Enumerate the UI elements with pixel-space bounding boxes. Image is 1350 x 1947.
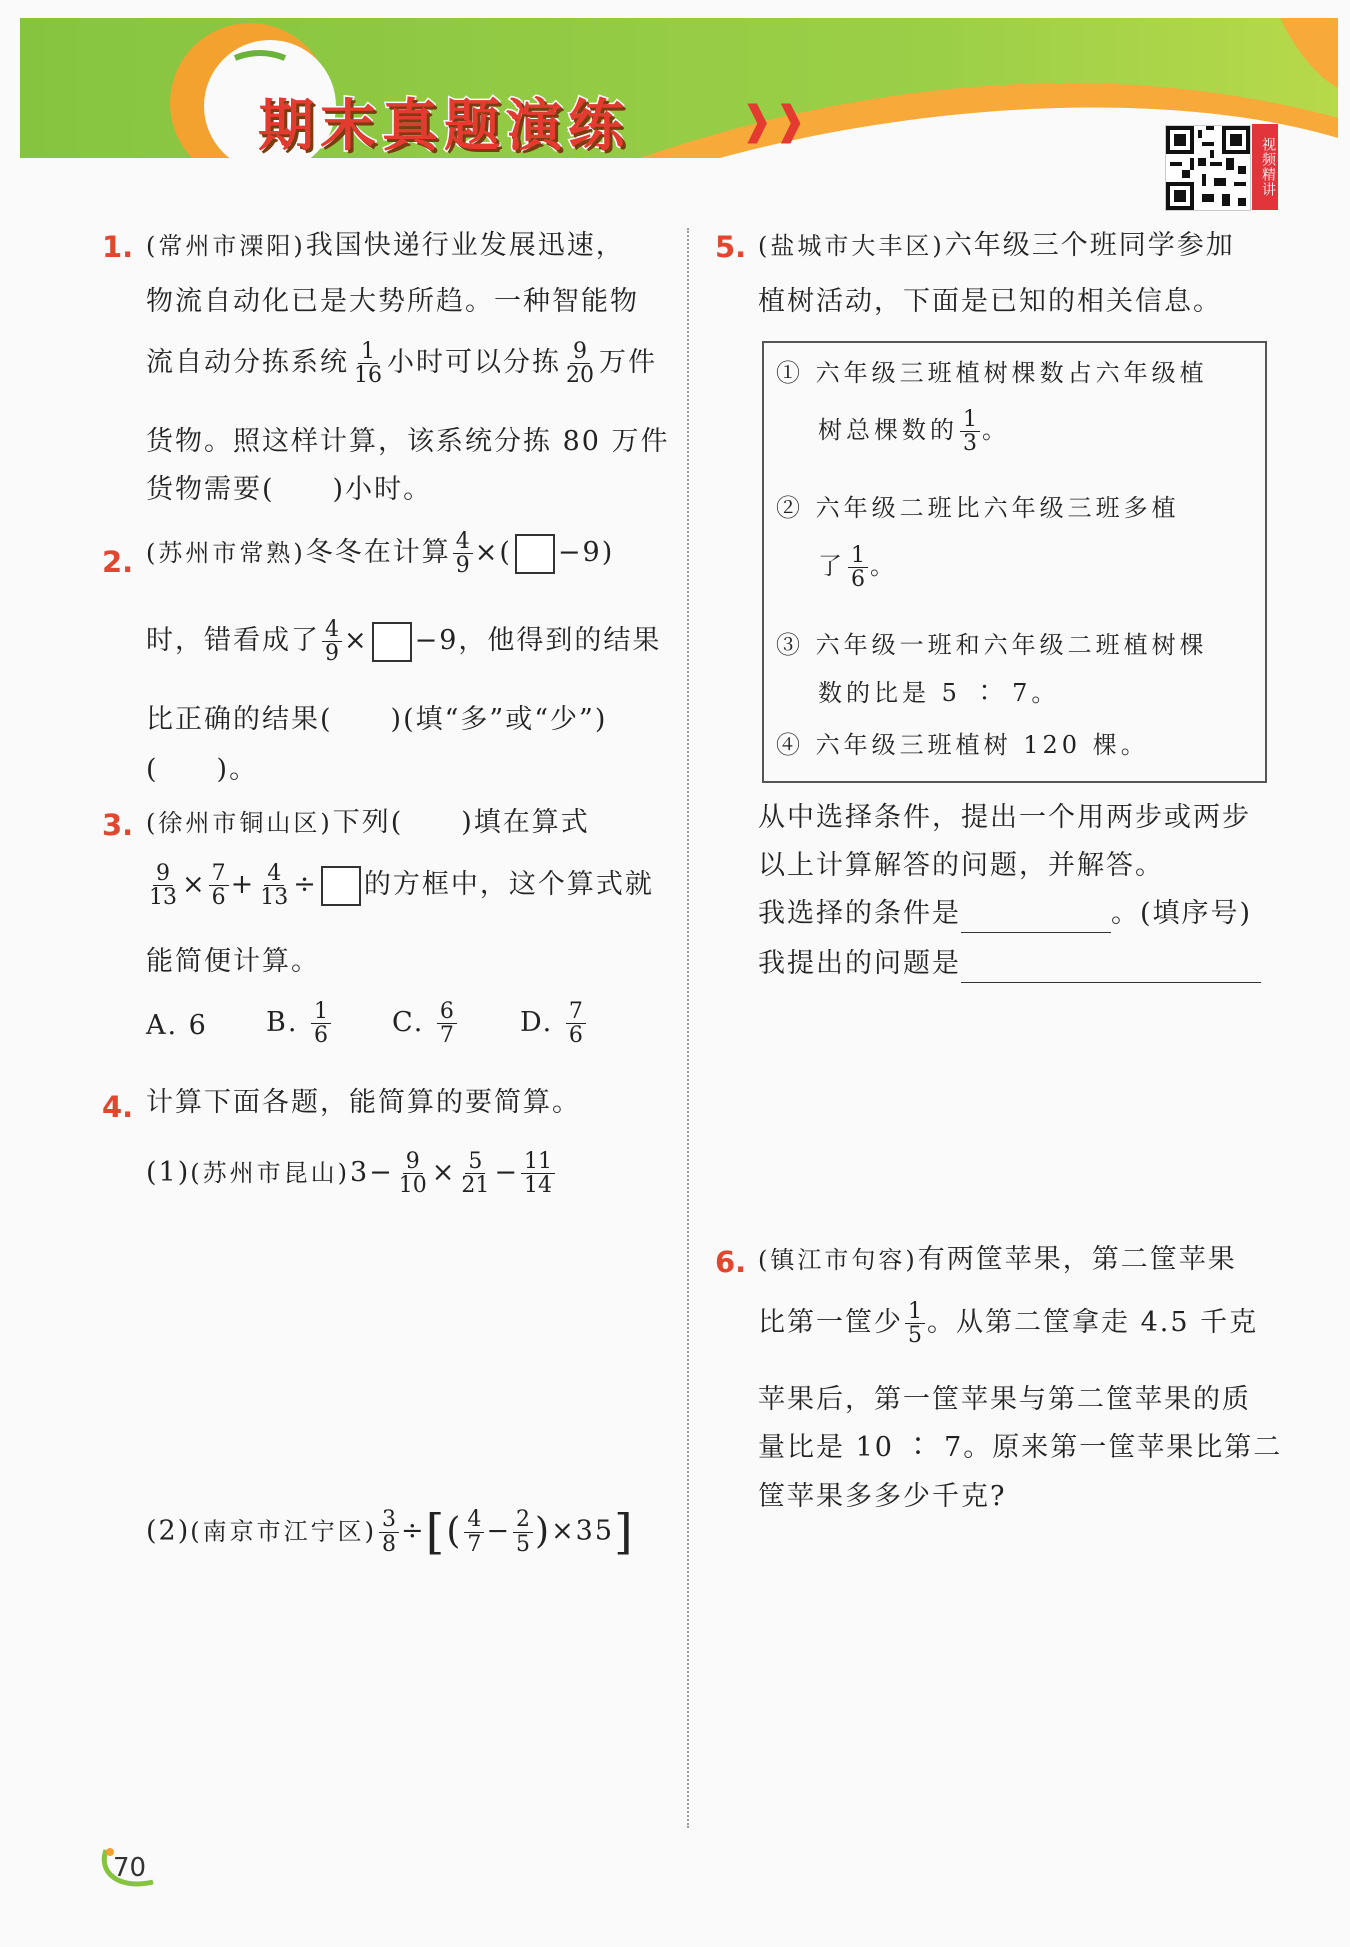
condition-1-line2 <box>818 408 1010 455</box>
numerator: 9 <box>570 340 590 364</box>
q2-line1 <box>146 530 614 577</box>
qr-code-icon[interactable] <box>1165 125 1251 211</box>
condition-text: 了 <box>818 552 846 581</box>
video-explain-badge[interactable]: 视频精讲 <box>1252 124 1278 210</box>
q3-line1 <box>146 803 590 842</box>
q2-text: ×( <box>474 537 512 569</box>
q6-line2 <box>758 1300 1258 1347</box>
denominator: 20 <box>566 363 594 389</box>
condition-3-line2: 数的比是 5 ∶ 7。 <box>818 679 1060 707</box>
q1-source: (常州市溧阳) <box>146 232 306 260</box>
numerator: 11 <box>521 1150 555 1174</box>
q5-number: 5. <box>715 230 747 264</box>
q4-text: 计算下面各题，能简算的要简算。 <box>146 1087 581 1118</box>
page-title: 期末真题演练 <box>258 94 630 159</box>
q6-line3: 苹果后，第一筐苹果与第二筐苹果的质 <box>758 1384 1251 1415</box>
q2-line2 <box>146 618 661 665</box>
fraction <box>396 1150 430 1197</box>
numerator: 6 <box>437 1000 457 1024</box>
bracket: [ <box>425 1504 447 1560</box>
expr-text: ×35 <box>551 1515 615 1547</box>
denominator: 6 <box>568 1023 583 1049</box>
paren: ( <box>446 1511 463 1552</box>
fraction <box>146 862 180 909</box>
fraction <box>257 862 291 909</box>
option-label: D. <box>520 1007 554 1039</box>
q6-source: (镇江市句容) <box>758 1246 918 1274</box>
q3-source: (徐州市铜山区) <box>146 809 333 837</box>
q5-after2: 以上计算解答的问题，并解答。 <box>758 850 1164 881</box>
fraction <box>905 1300 925 1347</box>
numerator: 4 <box>453 530 473 554</box>
answer-box[interactable] <box>321 866 361 906</box>
q5-text: 六年级三个班同学参加 <box>944 230 1235 261</box>
q3-option-a[interactable]: A. 6 <box>146 1010 208 1041</box>
operator: − <box>486 1515 512 1547</box>
q2-line3: 比正确的结果( )(填“多”或“少”) <box>146 704 608 735</box>
q6-text: 有两筐苹果，第二筐苹果 <box>917 1244 1237 1275</box>
denominator: 6 <box>851 567 865 593</box>
q3-line3: 能简便计算。 <box>146 946 320 977</box>
q1-text: 我国快递行业发展迅速， <box>305 230 625 261</box>
denominator: 14 <box>524 1173 553 1199</box>
question-answer-blank[interactable] <box>961 952 1261 983</box>
denominator: 16 <box>354 363 382 389</box>
q4-part2 <box>146 1504 635 1560</box>
fraction <box>458 1150 492 1197</box>
answer-box[interactable] <box>372 622 412 662</box>
q1-text: 万件 <box>599 347 657 379</box>
condition-2-line2 <box>818 544 898 591</box>
denominator: 6 <box>314 1023 329 1049</box>
denominator: 5 <box>908 1323 922 1349</box>
q4-source: (南京市江宁区) <box>190 1517 377 1546</box>
q1-line2: 物流自动化已是大势所趋。一种智能物 <box>146 286 639 317</box>
q2-text: 时，错看成了 <box>146 625 320 657</box>
numerator: 1 <box>358 340 378 364</box>
q1-line1 <box>146 226 625 265</box>
condition-4: ④ 六年级三班植树 120 棵。 <box>776 731 1149 759</box>
fraction <box>563 340 597 387</box>
denominator: 21 <box>461 1173 490 1199</box>
numerator: 4 <box>322 618 342 642</box>
q5-text: 我提出的问题是 <box>758 948 961 979</box>
denominator: 13 <box>260 885 289 911</box>
fraction <box>437 1000 457 1047</box>
q2-text: −9，他得到的结果 <box>414 625 662 657</box>
denominator: 7 <box>467 1531 482 1557</box>
q6-number: 6. <box>715 1245 747 1279</box>
q5-text: 。(填序号) <box>1111 898 1253 929</box>
fraction <box>566 1000 586 1047</box>
denominator: 8 <box>381 1531 396 1557</box>
q5-text: 我选择的条件是 <box>758 898 961 929</box>
q4-source: (苏州市昆山) <box>190 1159 350 1188</box>
fraction <box>521 1150 555 1197</box>
denominator: 3 <box>963 431 977 457</box>
q3-line2 <box>144 862 654 909</box>
q2-text: × <box>344 625 369 657</box>
numerator: 7 <box>209 862 229 886</box>
operator: − <box>494 1157 520 1189</box>
denominator: 9 <box>455 553 470 579</box>
q4-number: 4. <box>102 1090 134 1124</box>
q1-line5: 货物需要( )小时。 <box>146 474 433 505</box>
fraction <box>322 618 342 665</box>
q3-option-c[interactable] <box>392 1000 459 1047</box>
q1-text: 小时可以分拣 <box>387 347 561 379</box>
q3-text: 下列( )填在算式 <box>332 807 590 838</box>
q5-source: (盐城市大丰区) <box>758 232 945 260</box>
q3-text: 的方框中，这个算式就 <box>363 869 654 901</box>
numerator: 1 <box>905 1300 925 1324</box>
part-label: (1) <box>146 1157 191 1189</box>
q6-text: 。从第二筐拿走 4.5 千克 <box>927 1307 1259 1339</box>
fraction <box>379 1508 399 1555</box>
operator: × <box>182 869 207 901</box>
fraction <box>464 1508 484 1555</box>
q6-line5: 筐苹果多多少千克? <box>758 1481 1007 1512</box>
fraction <box>351 340 385 387</box>
q5-choose <box>758 894 1252 933</box>
column-divider <box>687 228 689 1828</box>
operator: ÷ <box>400 1515 426 1547</box>
page-number: 70 <box>113 1853 147 1883</box>
q1-text: 流自动分拣系统 <box>146 347 349 379</box>
fraction <box>453 530 473 577</box>
numerator: 9 <box>153 862 173 886</box>
operator: + <box>230 869 256 901</box>
q2-source: (苏州市常熟) <box>146 539 306 568</box>
answer-box[interactable] <box>515 534 555 574</box>
q2-number: 2. <box>102 545 134 579</box>
q6-text: 比第一筐少 <box>758 1307 903 1339</box>
fraction <box>513 1508 533 1555</box>
denominator: 7 <box>439 1023 454 1049</box>
q3-option-b[interactable] <box>266 1000 333 1047</box>
numerator: 3 <box>379 1508 399 1532</box>
operator: ÷ <box>293 869 318 901</box>
condition-3-line1: ③ 六年级一班和六年级二班植树棵 <box>776 631 1208 659</box>
header-banner <box>20 18 1338 158</box>
expr-text: 3− <box>349 1157 394 1189</box>
arrow-icon: ❱❱ <box>740 98 808 144</box>
numerator: 1 <box>311 1000 331 1024</box>
bracket: ] <box>614 1504 635 1560</box>
numerator: 7 <box>566 1000 586 1024</box>
paren: ) <box>535 1511 552 1552</box>
q6-line4: 量比是 10 ∶ 7。原来第一筐苹果比第二 <box>758 1432 1283 1463</box>
q4-part1 <box>146 1150 557 1197</box>
q2-line4: ( )。 <box>146 754 259 785</box>
q1-line4: 货物。照这样计算，该系统分拣 80 万件 <box>146 426 670 457</box>
fraction <box>960 408 980 455</box>
condition-1-line1: ① 六年级三班植树棵数占六年级植 <box>776 359 1208 387</box>
numerator: 2 <box>513 1508 533 1532</box>
q5-line2: 植树活动，下面是已知的相关信息。 <box>758 286 1222 317</box>
denominator: 10 <box>398 1173 427 1199</box>
q1-number: 1. <box>102 230 134 264</box>
condition-2-line1: ② 六年级二班比六年级三班多植 <box>776 494 1180 522</box>
q6-line1 <box>758 1240 1237 1279</box>
denominator: 5 <box>516 1531 531 1557</box>
numerator: 1 <box>848 544 868 568</box>
fraction <box>848 544 868 591</box>
numerator: 9 <box>403 1150 423 1174</box>
fraction <box>209 862 229 909</box>
q1-line3 <box>146 340 657 387</box>
q2-text: −9) <box>557 537 615 569</box>
condition-answer-blank[interactable] <box>961 902 1111 933</box>
condition-text: 。 <box>982 416 1010 445</box>
q3-number: 3. <box>102 808 134 842</box>
numerator: 1 <box>960 408 980 432</box>
q5-ask <box>758 944 1261 983</box>
fraction <box>311 1000 331 1047</box>
denominator: 9 <box>325 641 339 667</box>
q5-after1: 从中选择条件，提出一个用两步或两步 <box>758 802 1251 833</box>
q2-text: 冬冬在计算 <box>305 537 451 569</box>
q5-line1 <box>758 226 1235 265</box>
numerator: 4 <box>464 1508 484 1532</box>
option-label: B. <box>266 1007 299 1039</box>
condition-text: 树总棵数的 <box>818 416 958 445</box>
numerator: 5 <box>465 1150 485 1174</box>
denominator: 13 <box>149 885 177 911</box>
denominator: 6 <box>211 885 226 911</box>
condition-text: 。 <box>870 552 898 581</box>
numerator: 4 <box>264 862 284 886</box>
q3-option-d[interactable] <box>520 1000 588 1047</box>
option-label: C. <box>392 1007 425 1039</box>
part-label: (2) <box>146 1515 191 1547</box>
operator: × <box>431 1157 457 1189</box>
